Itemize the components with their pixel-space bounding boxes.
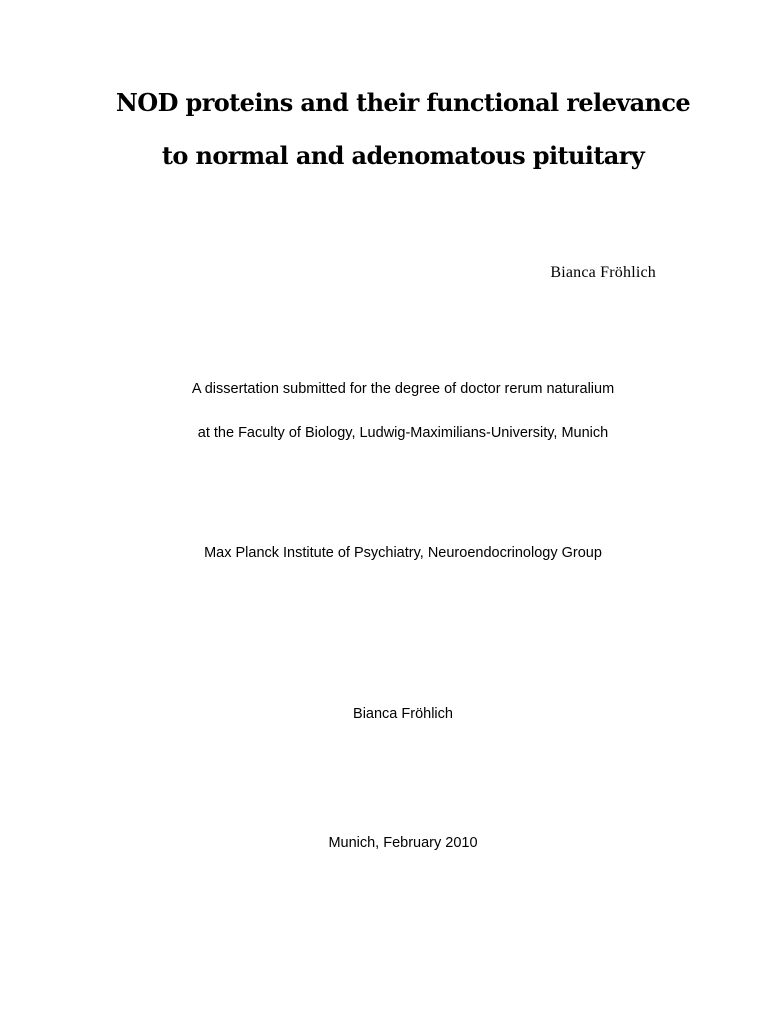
- author-name-top: Bianca Fröhlich: [550, 264, 656, 281]
- author-name-bottom: Bianca Fröhlich: [353, 706, 453, 722]
- institute-name: Max Planck Institute of Psychiatry, Neuroendocrinology Group: [204, 545, 602, 561]
- place-and-date: Munich, February 2010: [328, 835, 478, 851]
- dissertation-statement-line-1: A dissertation submitted for the degree of doctor rerum naturalium: [191, 381, 615, 397]
- dissertation-statement-line-2: at the Faculty of Biology, Ludwig-Maximilians-University, Munich: [197, 425, 609, 441]
- thesis-title-line-2: to normal and adenomatous pituitary: [161, 141, 645, 170]
- thesis-title-line-1: NOD proteins and their functional relevance: [115, 88, 691, 117]
